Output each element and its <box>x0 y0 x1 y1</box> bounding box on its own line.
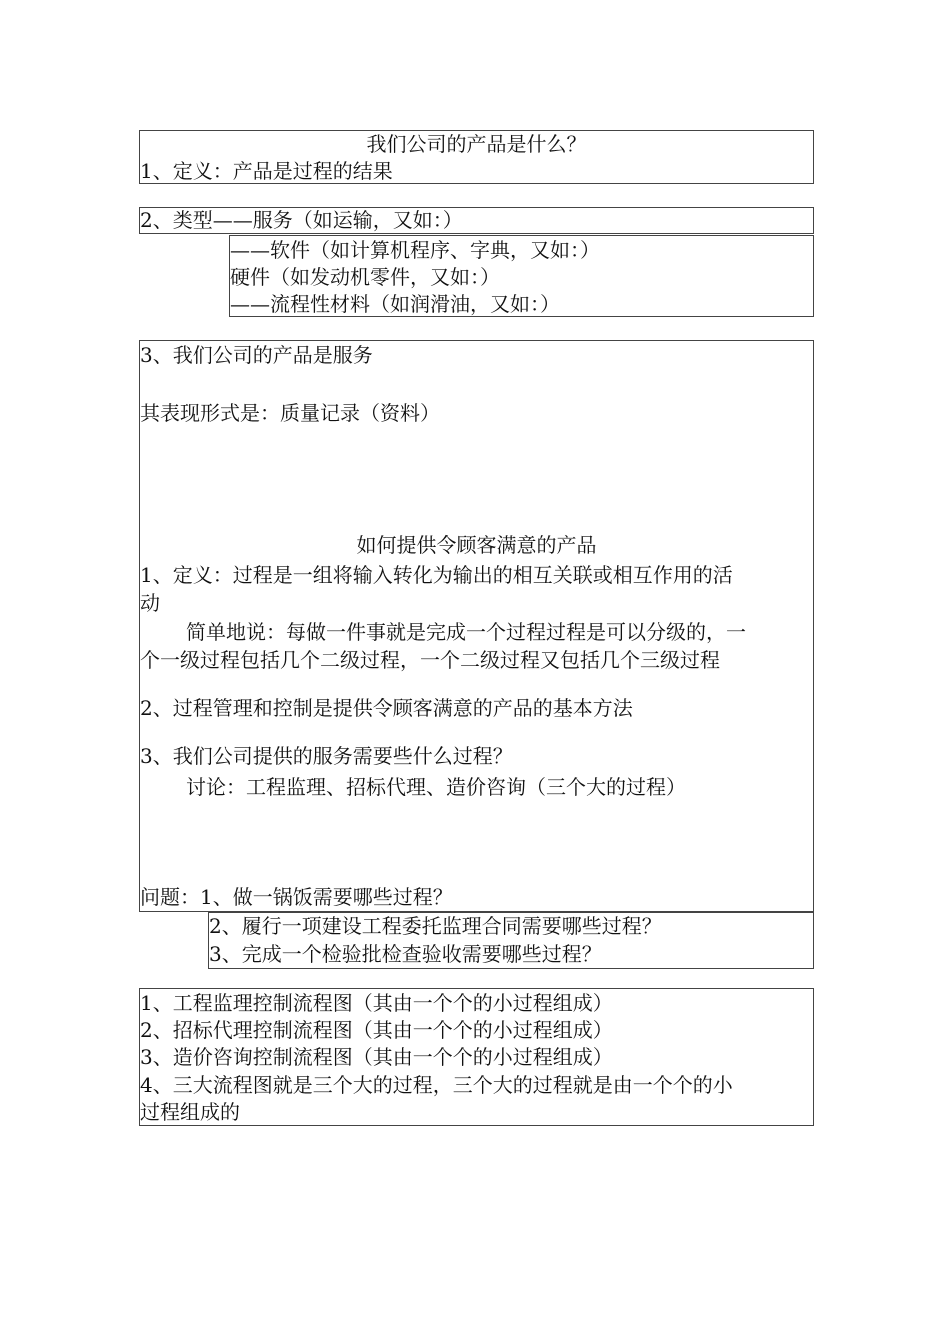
flowchart-item-2: 2、招标代理控制流程图（其由一个个的小过程组成） <box>140 1018 613 1042</box>
flowchart-item-4-line2: 过程组成的 <box>140 1100 240 1124</box>
type-materials: ——流程性材料（如润滑油，又如：） <box>230 292 560 316</box>
flowchart-item-3: 3、造价咨询控制流程图（其由一个个的小过程组成） <box>140 1045 613 1069</box>
product-definition: 1、定义：产品是过程的结果 <box>140 159 393 183</box>
basic-method: 2、过程管理和控制是提供令顾客满意的产品的基本方法 <box>140 696 633 720</box>
product-form: 其表现形式是：质量记录（资料） <box>140 401 440 425</box>
process-definition-line1: 1、定义：过程是一组将输入转化为输出的相互关联或相互作用的活 <box>140 563 733 587</box>
type-hardware: 硬件（如发动机零件，又如：） <box>230 265 500 289</box>
simple-explanation-line2: 个一级过程包括几个二级过程，一个二级过程又包括几个三级过程 <box>140 648 720 672</box>
problem-1: 问题：1、做一锅饭需要哪些过程？ <box>140 885 453 909</box>
flowchart-item-1: 1、工程监理控制流程图（其由一个个的小过程组成） <box>140 991 613 1015</box>
process-definition-line2: 动 <box>140 591 160 615</box>
section-title: 我们公司的产品是什么？ <box>366 132 587 156</box>
types-line: 2、类型——服务（如运输，又如：） <box>140 208 463 232</box>
problem-3: 3、完成一个检验批检查验收需要哪些过程？ <box>209 942 602 966</box>
service-question: 3、我们公司提供的服务需要些什么过程？ <box>140 744 513 768</box>
simple-explanation-line1: 简单地说：每做一件事就是完成一个过程过程是可以分级的，一 <box>186 620 746 644</box>
discussion-line: 讨论：工程监理、招标代理、造价咨询（三个大的过程） <box>186 775 686 799</box>
flowchart-item-4-line1: 4、三大流程图就是三个大的过程，三个大的过程就是由一个个的小 <box>140 1073 733 1097</box>
section-subtitle: 如何提供令顾客满意的产品 <box>356 533 597 557</box>
product-is-service: 3、我们公司的产品是服务 <box>140 343 373 367</box>
problem-2: 2、履行一项建设工程委托监理合同需要哪些过程？ <box>209 914 662 938</box>
type-software: ——软件（如计算机程序、字典，又如：） <box>230 238 600 262</box>
